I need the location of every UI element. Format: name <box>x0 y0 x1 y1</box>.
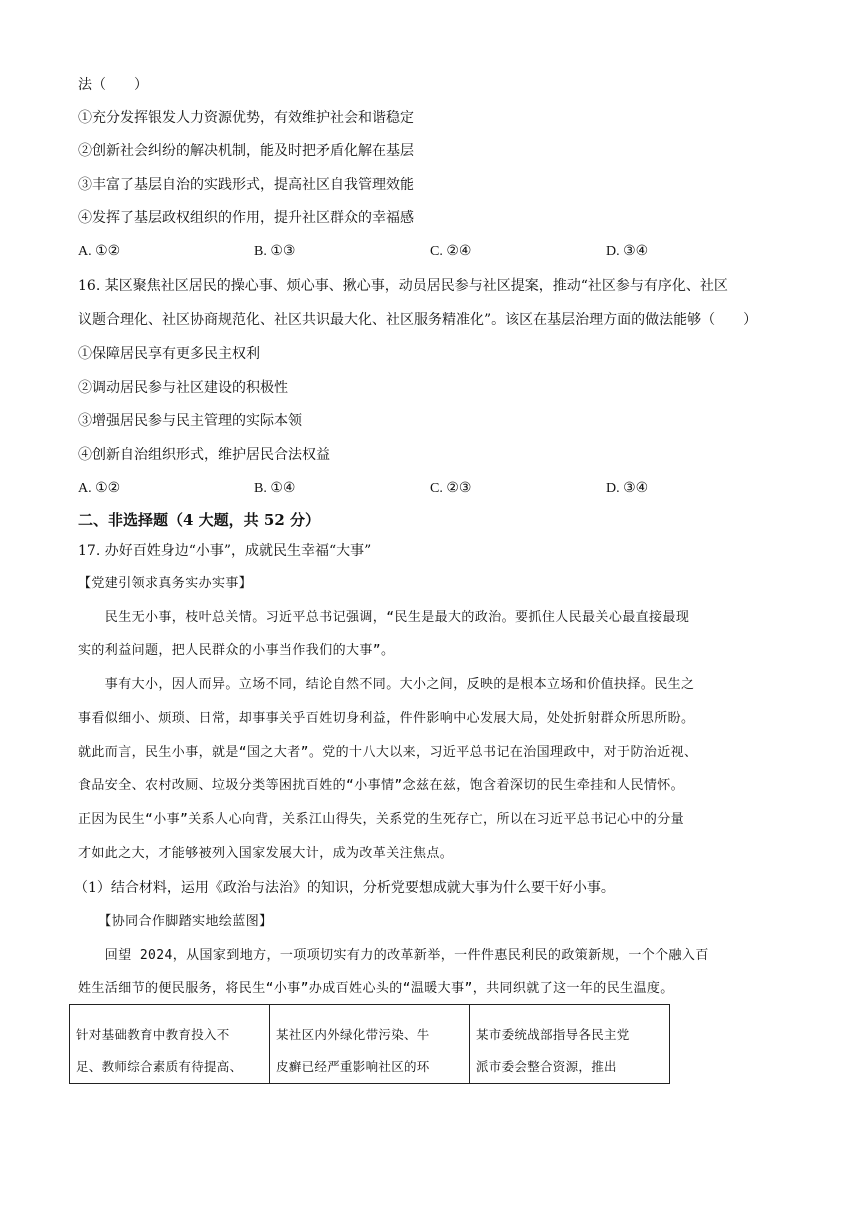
q16-item-4: ④创新自治组织形式，维护居民合法权益 <box>78 447 330 463</box>
q16-option-d: D. ③④ <box>606 481 649 496</box>
q15-option-a: A. ①② <box>78 244 121 259</box>
q17-subquestion-1: （1）结合材料，运用《政治与法治》的知识，分析党要想成就大事为什么要干好小事。 <box>74 880 615 896</box>
table-cell-3 <box>470 1005 670 1084</box>
q15-item-2: ②创新社会纠纷的解决机制，能及时把矛盾化解在基层 <box>78 143 414 159</box>
q17-p3-line-2: 姓生活细节的便民服务，将民生“小事”办成百姓心头的“温暖大事”，共同织就了这一年的民生温度。 <box>78 981 674 996</box>
q17-p3-line-1: 回望 2024，从国家到地方，一项项切实有力的改革新举，一件件惠民利民的政策新规，一个个融入百 <box>78 948 709 963</box>
q15-option-c: C. ②④ <box>430 244 472 259</box>
cell-3-line-2: 派市委会整合资源，推出 <box>476 1059 617 1074</box>
q17-title: 17. 办好百姓身边“小事”，成就民生幸福“大事” <box>78 543 372 559</box>
q16-item-1: ①保障居民享有更多民主权利 <box>78 346 260 362</box>
q17-material-table <box>69 1004 670 1084</box>
q16-option-c: C. ②③ <box>430 481 472 496</box>
cell-1-line-1: 针对基础教育中教育投入不 <box>76 1027 230 1042</box>
q15-option-b: B. ①③ <box>254 244 296 259</box>
q16-option-a: A. ①② <box>78 481 121 496</box>
q17-part1-heading: 【党建引领求真务实办实事】 <box>78 576 253 591</box>
q17-part2-heading: 【协同合作脚踏实地绘蓝图】 <box>78 914 273 929</box>
q15-item-4: ④发挥了基层政权组织的作用，提升社区群众的幸福感 <box>78 210 414 226</box>
q15-option-d: D. ③④ <box>606 244 649 259</box>
q17-p2-line-6: 才如此之大，才能够被列入国家发展大计，成为改革关注焦点。 <box>78 846 454 861</box>
table-cell-1 <box>70 1005 270 1084</box>
section-heading: 二、非选择题（4 大题，共 52 分） <box>78 511 320 529</box>
q16-item-3: ③增强居民参与民主管理的实际本领 <box>78 413 302 429</box>
q17-p2-line-1: 事有大小，因人而异。立场不同，结论自然不同。大小之间，反映的是根本立场和价值抉择。民生之 <box>78 677 695 692</box>
q16-option-b: B. ①④ <box>254 481 296 496</box>
cell-2-line-2: 皮癣已经严重影响社区的环 <box>276 1059 430 1074</box>
q17-p2-line-4: 食品安全、农村改厕、垃圾分类等困扰百姓的“小事情”念兹在兹，饱含着深切的民生牵挂和人民情怀。 <box>78 778 685 793</box>
cell-1-line-2: 足、教师综合素质有待提高、 <box>76 1059 243 1074</box>
table-cell-2 <box>270 1005 470 1084</box>
q15-item-1: ①充分发挥银发人力资源优势，有效维护社会和谐稳定 <box>78 110 414 126</box>
q15-stem-tail: 法（ ） <box>78 77 148 93</box>
q17-p1-line-1: 民生无小事，枝叶总关情。习近平总书记强调，“民生是最大的政治。要抓住人民最关心最直接最现 <box>78 610 690 625</box>
q16-stem-line-2: 议题合理化、社区协商规范化、社区共识最大化、社区服务精准化”。该区在基层治理方面的做法能够（ ） <box>78 312 758 328</box>
cell-3-line-1: 某市委统战部指导各民主党 <box>476 1027 630 1042</box>
q16-item-2: ②调动居民参与社区建设的积极性 <box>78 380 288 396</box>
q15-item-3: ③丰富了基层自治的实践形式，提高社区自我管理效能 <box>78 177 414 193</box>
cell-2-line-1: 某社区内外绿化带污染、牛 <box>276 1027 430 1042</box>
q16-stem-line-1: 16. 某区聚焦社区居民的操心事、烦心事、揪心事，动员居民参与社区提案，推动“社区参与有序化、社区 <box>78 278 728 294</box>
q17-p2-line-2: 事看似细小、烦琐、日常，却事事关乎百姓切身利益，件件影响中心发展大局，处处折射群众所思所盼。 <box>78 711 695 726</box>
q17-p2-line-5: 正因为民生“小事”关系人心向背，关系江山得失，关系党的生死存亡，所以在习近平总书记心中的分量 <box>78 812 685 827</box>
q17-p2-line-3: 就此而言，民生小事，就是“国之大者”。党的十八大以来，习近平总书记在治国理政中，对于防治近视、 <box>78 745 698 760</box>
table-row <box>70 1005 670 1084</box>
q17-p1-line-2: 实的利益问题，把人民群众的小事当作我们的大事”。 <box>78 643 395 658</box>
